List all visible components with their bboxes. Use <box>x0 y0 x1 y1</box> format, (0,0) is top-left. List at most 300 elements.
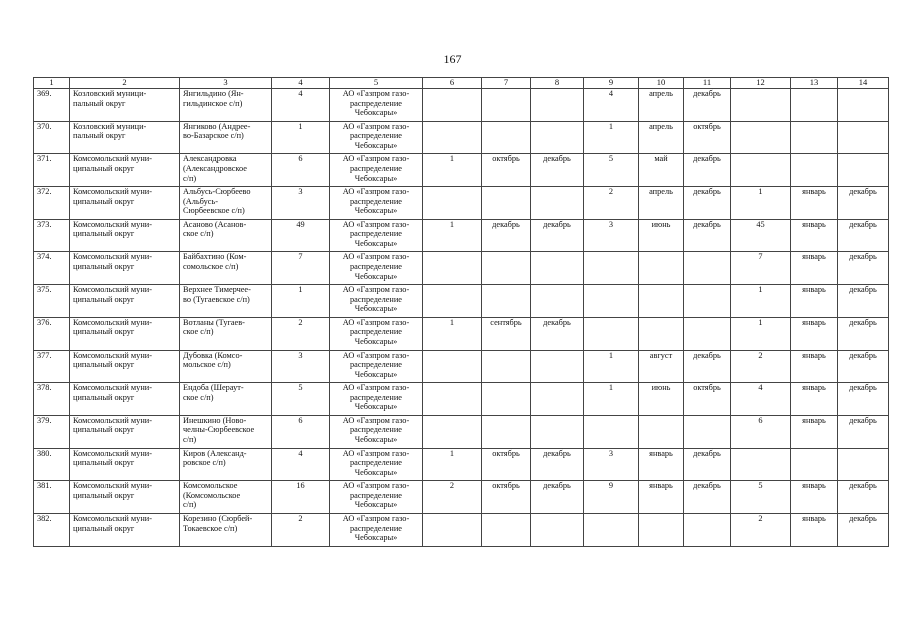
column-header-8: 8 <box>531 78 584 89</box>
district-cell-line: Козловский муници- <box>73 89 147 98</box>
organization-cell <box>330 219 423 252</box>
organization-cell-line: АО «Газпром газо- <box>342 513 410 523</box>
settlement-cell <box>180 415 272 448</box>
count-cell: 2 <box>272 317 330 350</box>
cell-c8 <box>531 89 584 122</box>
row-number: 374. <box>34 252 70 285</box>
column-header-13: 13 <box>791 78 838 89</box>
column-header-9: 9 <box>584 78 639 89</box>
district-cell <box>70 415 180 448</box>
settlement-cell-line: Янгиково (Андрее- <box>183 121 251 131</box>
settlement-cell-line: Сюрбеевское с/п) <box>183 206 245 216</box>
count-cell: 3 <box>272 350 330 383</box>
cell-c12: 6 <box>731 415 791 448</box>
organization-cell-line: Чебоксары» <box>354 206 398 216</box>
organization-cell-line: распределение <box>350 490 402 500</box>
cell-c9: 3 <box>584 448 639 481</box>
settlement-cell-line: Корезино (Сюрбей- <box>183 513 253 523</box>
organization-cell-line: АО «Газпром газо- <box>342 285 410 295</box>
count-cell: 6 <box>272 415 330 448</box>
cell-c12 <box>731 154 791 187</box>
district-cell <box>70 481 180 514</box>
column-header-6: 6 <box>423 78 482 89</box>
column-header-5: 5 <box>330 78 423 89</box>
cell-c7 <box>482 383 531 416</box>
cell-c9: 9 <box>584 481 639 514</box>
table-body <box>34 89 889 547</box>
organization-cell-line: распределение <box>350 163 402 173</box>
cell-c13: январь <box>791 415 838 448</box>
row-number: 376. <box>34 317 70 350</box>
cell-c11 <box>684 513 731 546</box>
cell-c13: январь <box>791 513 838 546</box>
cell-c8 <box>531 252 584 285</box>
settlement-cell-line: (Альбусь- <box>183 196 218 206</box>
settlement-cell <box>180 219 272 252</box>
row-number: 378. <box>34 383 70 416</box>
organization-cell-line: АО «Газпром газо- <box>342 89 410 98</box>
district-cell-line: ципальный округ <box>73 262 135 272</box>
column-header-3: 3 <box>180 78 272 89</box>
cell-c6: 1 <box>423 219 482 252</box>
cell-c12: 1 <box>731 317 791 350</box>
organization-cell <box>330 187 423 220</box>
cell-c14: декабрь <box>838 252 889 285</box>
district-cell <box>70 317 180 350</box>
organization-cell <box>330 415 423 448</box>
organization-cell <box>330 121 423 154</box>
column-number-row <box>34 78 889 89</box>
district-cell-line: Комсомольский муни- <box>73 317 152 327</box>
organization-cell <box>330 285 423 318</box>
settlement-cell <box>180 481 272 514</box>
table-row <box>34 350 889 383</box>
district-cell <box>70 448 180 481</box>
organization-cell-line: Чебоксары» <box>354 271 398 281</box>
district-cell-line: пальный округ <box>73 98 126 108</box>
district-cell-line: Комсомольский муни- <box>73 285 152 295</box>
settlement-cell <box>180 513 272 546</box>
organization-cell-line: Чебоксары» <box>354 140 398 150</box>
cell-c9 <box>584 415 639 448</box>
settlement-cell-line: челны-Сюрбеевское <box>183 425 255 435</box>
settlement-cell-line: Инешкино (Ново- <box>183 415 247 425</box>
cell-c10: апрель <box>639 89 684 122</box>
district-cell <box>70 121 180 154</box>
row-number: 369. <box>34 89 70 122</box>
organization-cell-line: распределение <box>350 392 402 402</box>
organization-cell-line: АО «Газпром газо- <box>342 350 410 360</box>
count-cell: 5 <box>272 383 330 416</box>
cell-c7: сентябрь <box>482 317 531 350</box>
cell-c7: октябрь <box>482 448 531 481</box>
settlement-cell-line: Вотланы (Тугаев- <box>183 317 245 327</box>
cell-c11: декабрь <box>684 350 731 383</box>
table-row <box>34 89 889 122</box>
cell-c14: декабрь <box>838 415 889 448</box>
gasification-schedule-table <box>33 77 889 547</box>
cell-c8: декабрь <box>531 317 584 350</box>
cell-c8 <box>531 285 584 318</box>
settlement-cell <box>180 187 272 220</box>
column-header-2: 2 <box>70 78 180 89</box>
cell-c13 <box>791 154 838 187</box>
count-cell: 2 <box>272 513 330 546</box>
cell-c14 <box>838 89 889 122</box>
cell-c11: декабрь <box>684 89 731 122</box>
cell-c14: декабрь <box>838 219 889 252</box>
cell-c13: январь <box>791 285 838 318</box>
cell-c10 <box>639 513 684 546</box>
cell-c12: 7 <box>731 252 791 285</box>
district-cell <box>70 89 180 122</box>
cell-c6: 1 <box>423 448 482 481</box>
row-number: 379. <box>34 415 70 448</box>
cell-c6 <box>423 89 482 122</box>
count-cell: 4 <box>272 89 330 122</box>
cell-c6 <box>423 187 482 220</box>
cell-c13: январь <box>791 252 838 285</box>
organization-cell-line: АО «Газпром газо- <box>342 481 410 491</box>
organization-cell-line: АО «Газпром газо- <box>342 252 410 262</box>
cell-c9: 1 <box>584 350 639 383</box>
cell-c11 <box>684 285 731 318</box>
column-header-10: 10 <box>639 78 684 89</box>
cell-c9: 2 <box>584 187 639 220</box>
cell-c14: декабрь <box>838 350 889 383</box>
cell-c11: октябрь <box>684 383 731 416</box>
cell-c10: январь <box>639 448 684 481</box>
cell-c11 <box>684 415 731 448</box>
cell-c13: январь <box>791 219 838 252</box>
cell-c8 <box>531 187 584 220</box>
cell-c12 <box>731 121 791 154</box>
cell-c14: декабрь <box>838 317 889 350</box>
district-cell-line: ципальный округ <box>73 229 135 239</box>
cell-c14: декабрь <box>838 513 889 546</box>
table-row <box>34 415 889 448</box>
organization-cell <box>330 154 423 187</box>
row-number: 372. <box>34 187 70 220</box>
district-cell-line: ципальный округ <box>73 458 135 468</box>
cell-c7 <box>482 89 531 122</box>
cell-c6 <box>423 350 482 383</box>
district-cell-line: Комсомольский муни- <box>73 252 152 262</box>
cell-c14 <box>838 154 889 187</box>
cell-c7 <box>482 513 531 546</box>
district-cell <box>70 187 180 220</box>
district-cell <box>70 285 180 318</box>
settlement-cell <box>180 252 272 285</box>
organization-cell-line: распределение <box>350 523 402 533</box>
cell-c6: 2 <box>423 481 482 514</box>
cell-c12: 1 <box>731 285 791 318</box>
cell-c11 <box>684 317 731 350</box>
settlement-cell-line: Ендоба (Шераут- <box>183 383 244 393</box>
district-cell-line: ципальный округ <box>73 163 135 173</box>
district-cell <box>70 513 180 546</box>
settlement-cell <box>180 317 272 350</box>
cell-c14 <box>838 448 889 481</box>
cell-c7 <box>482 121 531 154</box>
count-cell: 6 <box>272 154 330 187</box>
cell-c11: декабрь <box>684 448 731 481</box>
cell-c8 <box>531 415 584 448</box>
settlement-cell <box>180 383 272 416</box>
cell-c11 <box>684 252 731 285</box>
district-cell-line: Комсомольский муни- <box>73 513 152 523</box>
district-cell-line: Комсомольский муни- <box>73 481 152 491</box>
cell-c6 <box>423 415 482 448</box>
cell-c10 <box>639 285 684 318</box>
row-number: 381. <box>34 481 70 514</box>
row-number: 371. <box>34 154 70 187</box>
cell-c6 <box>423 285 482 318</box>
district-cell-line: Комсомольский муни- <box>73 187 152 197</box>
district-cell <box>70 252 180 285</box>
row-number: 382. <box>34 513 70 546</box>
cell-c8: декабрь <box>531 154 584 187</box>
settlement-cell-line: ское с/п) <box>183 392 214 402</box>
settlement-cell-line: с/п) <box>183 435 197 445</box>
settlement-cell-line: Янгильдино (Ян- <box>183 89 244 98</box>
cell-c11: октябрь <box>684 121 731 154</box>
organization-cell-line: распределение <box>350 229 402 239</box>
column-header-11: 11 <box>684 78 731 89</box>
district-cell-line: ципальный округ <box>73 425 135 435</box>
organization-cell-line: распределение <box>350 425 402 435</box>
settlement-cell <box>180 89 272 122</box>
cell-c11: декабрь <box>684 154 731 187</box>
organization-cell-line: Чебоксары» <box>354 402 398 412</box>
cell-c8 <box>531 121 584 154</box>
cell-c7: октябрь <box>482 154 531 187</box>
cell-c9 <box>584 513 639 546</box>
cell-c14: декабрь <box>838 481 889 514</box>
table-row <box>34 121 889 154</box>
district-cell-line: Комсомольский муни- <box>73 154 152 164</box>
column-header-12: 12 <box>731 78 791 89</box>
cell-c9: 1 <box>584 121 639 154</box>
table-row <box>34 285 889 318</box>
district-cell-line: Козловский муници- <box>73 121 147 131</box>
cell-c12: 45 <box>731 219 791 252</box>
settlement-cell <box>180 121 272 154</box>
cell-c10: июнь <box>639 383 684 416</box>
organization-cell-line: АО «Газпром газо- <box>342 317 410 327</box>
cell-c14: декабрь <box>838 187 889 220</box>
settlement-cell-line: Токаевское с/п) <box>183 523 238 533</box>
organization-cell-line: распределение <box>350 131 402 141</box>
cell-c14: декабрь <box>838 285 889 318</box>
cell-c14: декабрь <box>838 383 889 416</box>
organization-cell-line: Чебоксары» <box>354 173 398 183</box>
table-row <box>34 448 889 481</box>
cell-c7 <box>482 285 531 318</box>
count-cell: 1 <box>272 121 330 154</box>
district-cell-line: Комсомольский муни- <box>73 448 152 458</box>
settlement-cell-line: с/п) <box>183 173 197 183</box>
organization-cell-line: Чебоксары» <box>354 467 398 477</box>
settlement-cell <box>180 285 272 318</box>
organization-cell-line: АО «Газпром газо- <box>342 187 410 197</box>
count-cell: 7 <box>272 252 330 285</box>
cell-c6: 1 <box>423 317 482 350</box>
cell-c6 <box>423 252 482 285</box>
cell-c13: январь <box>791 383 838 416</box>
cell-c10: апрель <box>639 121 684 154</box>
cell-c10: май <box>639 154 684 187</box>
cell-c7: декабрь <box>482 219 531 252</box>
settlement-cell-line: Александровка <box>183 154 237 164</box>
cell-c14 <box>838 121 889 154</box>
organization-cell-line: Чебоксары» <box>354 500 398 510</box>
settlement-cell-line: Дубовка (Комсо- <box>183 350 243 360</box>
cell-c10 <box>639 415 684 448</box>
cell-c12: 2 <box>731 513 791 546</box>
cell-c12: 2 <box>731 350 791 383</box>
district-cell <box>70 383 180 416</box>
row-number: 380. <box>34 448 70 481</box>
settlement-cell-line: мольское с/п) <box>183 360 231 370</box>
organization-cell-line: распределение <box>350 360 402 370</box>
cell-c11: декабрь <box>684 187 731 220</box>
cell-c12: 5 <box>731 481 791 514</box>
cell-c9: 3 <box>584 219 639 252</box>
organization-cell-line: Чебоксары» <box>354 337 398 346</box>
cell-c10: июнь <box>639 219 684 252</box>
cell-c7 <box>482 350 531 383</box>
count-cell: 1 <box>272 285 330 318</box>
settlement-cell <box>180 448 272 481</box>
district-cell <box>70 350 180 383</box>
organization-cell <box>330 89 423 122</box>
cell-c13: январь <box>791 350 838 383</box>
organization-cell <box>330 350 423 383</box>
settlement-cell-line: Байбахтино (Ком- <box>183 252 247 262</box>
district-cell-line: ципальный округ <box>73 392 135 402</box>
cell-c9: 4 <box>584 89 639 122</box>
organization-cell-line: распределение <box>350 196 402 206</box>
cell-c11: декабрь <box>684 219 731 252</box>
organization-cell <box>330 481 423 514</box>
organization-cell <box>330 383 423 416</box>
cell-c8 <box>531 350 584 383</box>
settlement-cell-line: Альбусь-Сюрбеево <box>183 187 251 197</box>
district-cell-line: Комсомольский муни- <box>73 415 152 425</box>
settlement-cell-line: Комсомольское <box>183 481 238 491</box>
organization-cell <box>330 252 423 285</box>
column-header-7: 7 <box>482 78 531 89</box>
settlement-cell-line: ское с/п) <box>183 327 214 337</box>
organization-cell-line: распределение <box>350 458 402 468</box>
district-cell-line: ципальный округ <box>73 196 135 206</box>
settlement-cell-line: во (Тугаевское с/п) <box>183 294 250 304</box>
count-cell: 49 <box>272 219 330 252</box>
cell-c8: декабрь <box>531 219 584 252</box>
column-header-1: 1 <box>34 78 70 89</box>
settlement-cell-line: сомольское с/п) <box>183 262 239 272</box>
cell-c13 <box>791 121 838 154</box>
cell-c7 <box>482 415 531 448</box>
organization-cell <box>330 317 423 350</box>
settlement-cell-line: гильдинское с/п) <box>183 98 243 108</box>
table-row <box>34 187 889 220</box>
cell-c13: январь <box>791 317 838 350</box>
settlement-cell-line: ровское с/п) <box>183 458 226 468</box>
cell-c7: октябрь <box>482 481 531 514</box>
district-cell-line: ципальный округ <box>73 490 135 500</box>
cell-c8: декабрь <box>531 481 584 514</box>
district-cell-line: ципальный округ <box>73 327 135 337</box>
cell-c10 <box>639 252 684 285</box>
settlement-cell <box>180 154 272 187</box>
cell-c10: апрель <box>639 187 684 220</box>
organization-cell-line: распределение <box>350 262 402 272</box>
column-header-14: 14 <box>838 78 889 89</box>
cell-c6 <box>423 121 482 154</box>
district-cell-line: Комсомольский муни- <box>73 383 152 393</box>
cell-c12 <box>731 448 791 481</box>
settlement-cell-line: Верхнее Тимерчее- <box>183 285 251 295</box>
column-header-4: 4 <box>272 78 330 89</box>
district-cell <box>70 154 180 187</box>
cell-c10: август <box>639 350 684 383</box>
settlement-cell-line: с/п) <box>183 500 197 510</box>
cell-c9 <box>584 252 639 285</box>
organization-cell-line: Чебоксары» <box>354 435 398 445</box>
table-row <box>34 513 889 546</box>
organization-cell-line: Чебоксары» <box>354 533 398 543</box>
organization-cell-line: Чебоксары» <box>354 369 398 379</box>
page-number: 167 <box>443 52 462 66</box>
organization-cell-line: АО «Газпром газо- <box>342 219 410 229</box>
cell-c6: 1 <box>423 154 482 187</box>
district-cell-line: ципальный округ <box>73 360 135 370</box>
cell-c8 <box>531 383 584 416</box>
settlement-cell-line: (Александровское <box>183 163 247 173</box>
organization-cell-line: АО «Газпром газо- <box>342 448 410 458</box>
count-cell: 3 <box>272 187 330 220</box>
district-cell-line: Комсомольский муни- <box>73 350 152 360</box>
cell-c12: 1 <box>731 187 791 220</box>
settlement-cell-line: во-Базарское с/п) <box>183 131 244 141</box>
cell-c7 <box>482 187 531 220</box>
organization-cell-line: Чебоксары» <box>354 304 398 314</box>
settlement-cell-line: ское с/п) <box>183 229 214 239</box>
table-row <box>34 481 889 514</box>
cell-c7 <box>482 252 531 285</box>
cell-c12 <box>731 89 791 122</box>
cell-c10: январь <box>639 481 684 514</box>
organization-cell-line: распределение <box>350 327 402 337</box>
table-row <box>34 252 889 285</box>
district-cell-line: пальный округ <box>73 131 126 141</box>
organization-cell-line: АО «Газпром газо- <box>342 383 410 393</box>
cell-c9: 1 <box>584 383 639 416</box>
district-cell <box>70 219 180 252</box>
organization-cell-line: распределение <box>350 98 402 108</box>
cell-c8 <box>531 513 584 546</box>
organization-cell-line: АО «Газпром газо- <box>342 121 410 131</box>
cell-c11: декабрь <box>684 481 731 514</box>
count-cell: 4 <box>272 448 330 481</box>
cell-c13 <box>791 89 838 122</box>
organization-cell <box>330 448 423 481</box>
district-cell-line: ципальный округ <box>73 294 135 304</box>
table-row <box>34 383 889 416</box>
settlement-cell-line: (Комсомольское <box>183 490 241 500</box>
